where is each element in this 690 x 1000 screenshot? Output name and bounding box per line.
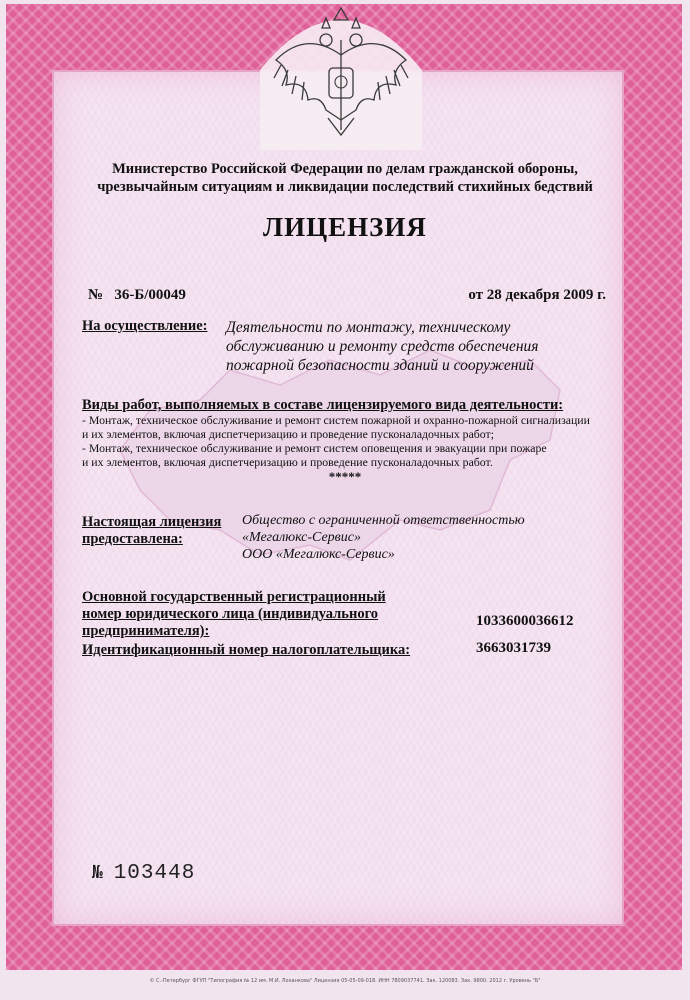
licensee-label <box>82 514 221 548</box>
ogrn-label-line-3: предпринимателя): <box>82 623 210 639</box>
works-separator: ***** <box>328 469 362 484</box>
works-line-1: - Монтаж, техническое обслуживание и ремонт систем пожарной и охранно-пожарной сигнализации <box>82 413 590 427</box>
works-heading: Виды работ, выполняемых в составе лицензируемого вида деятельности: <box>82 397 564 413</box>
ogrn-label-line-1: Основной государственный регистрационный <box>82 589 386 605</box>
licensee-label-line-2: предоставлена: <box>82 531 183 547</box>
activity-description <box>226 318 539 375</box>
license-number-value: 36-Б/00049 <box>114 287 186 303</box>
works-line-4: и их элементов, включая диспетчеризацию и проведение пусконаладочных работ. <box>82 455 493 469</box>
licensee-name <box>242 512 525 563</box>
activity-line-2: обслуживанию и ремонту средств обеспечения <box>226 338 539 355</box>
printer-imprint: © С.-Петербург ФГУП "Типография № 12 им. М.И. Лоханкова" Лицензия 05-05-09-018. ИНН 7809037741. Зак. 120083. Зак. 9800. 2012 г. Уровень "Б" <box>149 978 541 984</box>
licensee-label-line-1: Настоящая лицензия <box>82 514 222 530</box>
activity-line-1: Деятельности по монтажу, техническому <box>226 319 511 336</box>
works-list <box>82 413 590 469</box>
activity-label: На осуществление: <box>82 318 208 334</box>
serial-value: 103448 <box>113 862 196 885</box>
document-title: ЛИЦЕНЗИЯ <box>263 212 427 242</box>
works-line-3: - Монтаж, техническое обслуживание и ремонт систем оповещения и эвакуации при пожаре <box>82 441 547 455</box>
works-line-2: и их элементов, включая диспетчеризацию и проведение пусконаладочных работ; <box>82 427 494 441</box>
activity-line-3: пожарной безопасности зданий и сооружений <box>226 357 534 374</box>
license-date: от 28 декабря 2009 г. <box>468 287 606 303</box>
ogrn-value: 1033600036612 <box>476 613 574 629</box>
ogrn-label <box>82 589 386 640</box>
inn-value: 3663031739 <box>476 640 551 656</box>
ogrn-label-line-2: номер юридического лица (индивидуального <box>82 606 379 622</box>
ministry-name <box>60 160 630 196</box>
licensee-line-1: Общество с ограниченной ответственностью <box>242 513 525 528</box>
ministry-line-2: чрезвычайным ситуациям и ликвидации последствий стихийных бедствий <box>97 179 593 195</box>
inn-label: Идентификационный номер налогоплательщика: <box>82 642 411 658</box>
license-number <box>88 287 186 304</box>
coat-of-arms-emblem <box>246 0 436 150</box>
licensee-line-2: «Мегалюкс-Сервис» <box>242 530 361 545</box>
blank-serial-number <box>92 862 195 885</box>
licensee-line-3: ООО «Мегалюкс-Сервис» <box>242 547 395 562</box>
serial-sign: № <box>92 862 103 883</box>
number-sign: № <box>88 287 104 303</box>
ministry-line-1: Министерство Российской Федерации по делам гражданской обороны, <box>112 161 578 177</box>
